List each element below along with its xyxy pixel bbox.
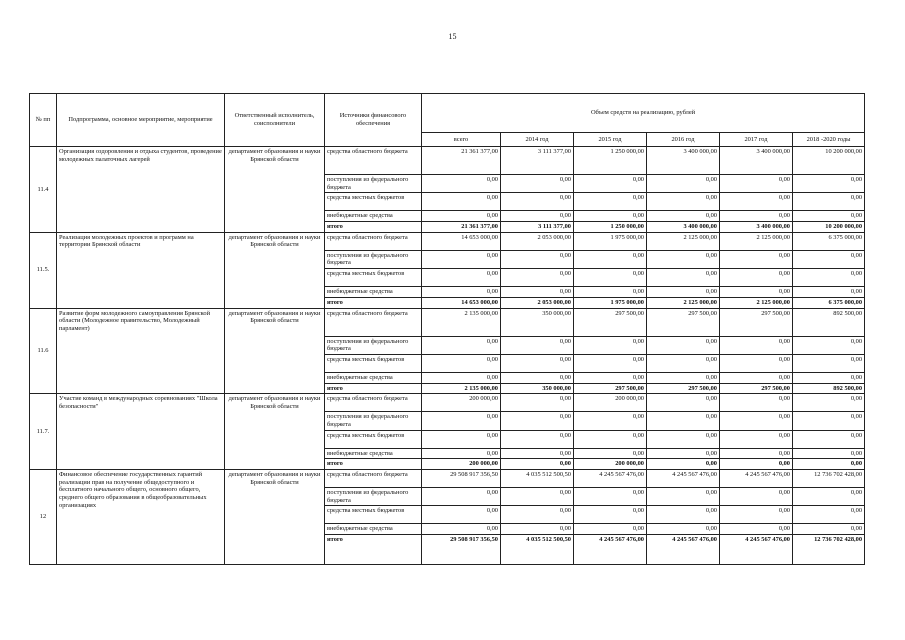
- amount-cell: 0,00: [422, 211, 501, 222]
- amount-cell: 0,00: [793, 448, 865, 459]
- amount-cell: 0,00: [720, 193, 793, 211]
- amount-cell: 1 250 000,00: [574, 222, 647, 233]
- header-year: всего: [422, 133, 501, 147]
- funding-source: внебюджетные средства: [325, 287, 422, 298]
- amount-cell: 0,00: [647, 412, 720, 430]
- amount-cell: 0,00: [793, 394, 865, 412]
- amount-cell: 0,00: [422, 412, 501, 430]
- amount-cell: 0,00: [720, 448, 793, 459]
- amount-cell: 0,00: [647, 175, 720, 193]
- header-sources: Источники финансового обеспечения: [325, 94, 422, 147]
- amount-cell: 2 125 000,00: [720, 232, 793, 250]
- amount-cell: 0,00: [647, 524, 720, 535]
- amount-cell: 0,00: [793, 250, 865, 268]
- funding-source: средства местных бюджетов: [325, 354, 422, 372]
- funding-source: средства местных бюджетов: [325, 430, 422, 448]
- amount-cell: 0,00: [720, 372, 793, 383]
- header-year: 2015 год: [574, 133, 647, 147]
- responsible-executor: департамент образования и науки Брянской области: [225, 470, 325, 565]
- header-year: 2018 -2020 годы: [793, 133, 865, 147]
- funding-source: средства областного бюджета: [325, 470, 422, 488]
- amount-cell: 3 111 377,00: [501, 222, 574, 233]
- amount-cell: 0,00: [720, 488, 793, 506]
- header-year: 2016 год: [647, 133, 720, 147]
- amount-cell: 200 000,00: [422, 459, 501, 470]
- amount-cell: 0,00: [574, 488, 647, 506]
- amount-cell: 0,00: [793, 430, 865, 448]
- amount-cell: 0,00: [501, 430, 574, 448]
- amount-cell: 1 975 000,00: [574, 297, 647, 308]
- amount-cell: 0,00: [422, 448, 501, 459]
- funding-source: поступления из федерального бюджета: [325, 336, 422, 354]
- header-name: Подпрограмма, основное мероприятие, мероприятие: [57, 94, 225, 147]
- amount-cell: 4 245 567 476,00: [574, 470, 647, 488]
- amount-cell: 6 375 000,00: [793, 297, 865, 308]
- header-year: 2014 год: [501, 133, 574, 147]
- amount-cell: 21 361 377,00: [422, 222, 501, 233]
- amount-cell: 0,00: [720, 175, 793, 193]
- funding-source: средства областного бюджета: [325, 232, 422, 250]
- amount-cell: 14 653 000,00: [422, 297, 501, 308]
- amount-cell: 0,00: [720, 354, 793, 372]
- amount-cell: 0,00: [647, 269, 720, 287]
- row-number: 11.6: [30, 308, 57, 394]
- amount-cell: 3 400 000,00: [720, 222, 793, 233]
- amount-cell: 0,00: [501, 354, 574, 372]
- amount-cell: 0,00: [501, 394, 574, 412]
- amount-cell: 0,00: [574, 287, 647, 298]
- amount-cell: 892 500,00: [793, 383, 865, 394]
- amount-cell: 3 111 377,00: [501, 147, 574, 175]
- funding-source: внебюджетные средства: [325, 372, 422, 383]
- amount-cell: 0,00: [793, 412, 865, 430]
- responsible-executor: департамент образования и науки Брянской области: [225, 147, 325, 233]
- amount-cell: 0,00: [647, 193, 720, 211]
- amount-cell: 0,00: [793, 269, 865, 287]
- funding-source: средства местных бюджетов: [325, 269, 422, 287]
- amount-cell: 0,00: [422, 336, 501, 354]
- amount-cell: 0,00: [647, 287, 720, 298]
- amount-cell: 0,00: [647, 372, 720, 383]
- activity-name: Развитие форм молодежного самоуправления Брянской области (Молодежное правительство, Молодежный парламент): [57, 308, 225, 394]
- amount-cell: 21 361 377,00: [422, 147, 501, 175]
- amount-cell: 0,00: [720, 524, 793, 535]
- amount-cell: 4 035 512 500,50: [501, 470, 574, 488]
- amount-cell: 10 200 000,00: [793, 147, 865, 175]
- financing-table: [29, 93, 865, 565]
- amount-cell: 0,00: [501, 250, 574, 268]
- header-responsible: Ответственный исполнитель, соисполнители: [225, 94, 325, 147]
- amount-cell: 0,00: [422, 354, 501, 372]
- amount-cell: 4 245 567 476,00: [647, 535, 720, 565]
- amount-cell: 0,00: [793, 354, 865, 372]
- funding-source: внебюджетные средства: [325, 448, 422, 459]
- amount-cell: 0,00: [720, 430, 793, 448]
- amount-cell: 0,00: [720, 412, 793, 430]
- activity-name: Участие команд в международных соревнованиях "Школа безопасности": [57, 394, 225, 470]
- table-body: [30, 147, 865, 565]
- funding-source: итого: [325, 297, 422, 308]
- funding-source: итого: [325, 222, 422, 233]
- page-number: 15: [448, 32, 457, 41]
- row-number: 12: [30, 470, 57, 565]
- amount-cell: 0,00: [793, 336, 865, 354]
- amount-cell: 297 500,00: [574, 308, 647, 336]
- amount-cell: 0,00: [574, 430, 647, 448]
- amount-cell: 0,00: [720, 459, 793, 470]
- amount-cell: 6 375 000,00: [793, 232, 865, 250]
- amount-cell: 0,00: [574, 175, 647, 193]
- amount-cell: 2 053 000,00: [501, 232, 574, 250]
- amount-cell: 4 245 567 476,00: [720, 535, 793, 565]
- amount-cell: 0,00: [793, 211, 865, 222]
- funding-source: средства местных бюджетов: [325, 193, 422, 211]
- amount-cell: 0,00: [647, 336, 720, 354]
- amount-cell: 0,00: [574, 211, 647, 222]
- amount-cell: 200 000,00: [574, 459, 647, 470]
- table-row: [30, 470, 865, 488]
- amount-cell: 29 508 917 356,50: [422, 470, 501, 488]
- amount-cell: 0,00: [501, 175, 574, 193]
- amount-cell: 0,00: [720, 506, 793, 524]
- amount-cell: 0,00: [793, 459, 865, 470]
- amount-cell: 0,00: [501, 269, 574, 287]
- amount-cell: 0,00: [501, 193, 574, 211]
- table-row: [30, 147, 865, 175]
- amount-cell: 0,00: [501, 287, 574, 298]
- funding-source: итого: [325, 535, 422, 565]
- row-number: 11.5.: [30, 232, 57, 308]
- amount-cell: 0,00: [501, 448, 574, 459]
- funding-source: поступления из федерального бюджета: [325, 250, 422, 268]
- amount-cell: 0,00: [647, 488, 720, 506]
- amount-cell: 12 736 702 428,00: [793, 470, 865, 488]
- table-row: [30, 232, 865, 250]
- amount-cell: 2 135 000,00: [422, 308, 501, 336]
- row-number: 11.7.: [30, 394, 57, 470]
- funding-source: поступления из федерального бюджета: [325, 488, 422, 506]
- activity-name: Реализация молодежных проектов и программ на территории Брянской области: [57, 232, 225, 308]
- amount-cell: 0,00: [422, 506, 501, 524]
- responsible-executor: департамент образования и науки Брянской области: [225, 394, 325, 470]
- amount-cell: 4 245 567 476,00: [574, 535, 647, 565]
- amount-cell: 4 245 567 476,00: [647, 470, 720, 488]
- amount-cell: 0,00: [720, 287, 793, 298]
- amount-cell: 2 125 000,00: [720, 297, 793, 308]
- responsible-executor: департамент образования и науки Брянской области: [225, 308, 325, 394]
- amount-cell: 0,00: [501, 211, 574, 222]
- amount-cell: 0,00: [501, 524, 574, 535]
- amount-cell: 0,00: [720, 394, 793, 412]
- amount-cell: 0,00: [647, 506, 720, 524]
- amount-cell: 0,00: [422, 250, 501, 268]
- amount-cell: 350 000,00: [501, 308, 574, 336]
- amount-cell: 0,00: [720, 336, 793, 354]
- amount-cell: 0,00: [720, 211, 793, 222]
- table-row: [30, 308, 865, 336]
- amount-cell: 0,00: [574, 354, 647, 372]
- amount-cell: 0,00: [647, 211, 720, 222]
- amount-cell: 0,00: [793, 488, 865, 506]
- amount-cell: 0,00: [422, 488, 501, 506]
- amount-cell: 29 508 917 356,50: [422, 535, 501, 565]
- amount-cell: 0,00: [422, 193, 501, 211]
- amount-cell: 10 200 000,00: [793, 222, 865, 233]
- funding-source: внебюджетные средства: [325, 524, 422, 535]
- amount-cell: 297 500,00: [720, 383, 793, 394]
- amount-cell: 0,00: [647, 250, 720, 268]
- responsible-executor: департамент образования и науки Брянской области: [225, 232, 325, 308]
- amount-cell: 0,00: [647, 354, 720, 372]
- header-num: № пп: [30, 94, 57, 147]
- amount-cell: 0,00: [501, 372, 574, 383]
- amount-cell: 14 653 000,00: [422, 232, 501, 250]
- amount-cell: 2 125 000,00: [647, 297, 720, 308]
- amount-cell: 3 400 000,00: [720, 147, 793, 175]
- activity-name: Финансовое обеспечение государственных гарантий реализации прав на получение общедоступного и бесплатного начального общего, основного общего, среднего общего образования в общеобразовательных организациях: [57, 470, 225, 565]
- funding-source: средства местных бюджетов: [325, 506, 422, 524]
- amount-cell: 2 053 000,00: [501, 297, 574, 308]
- amount-cell: 0,00: [422, 430, 501, 448]
- amount-cell: 0,00: [647, 394, 720, 412]
- funding-source: поступления из федерального бюджета: [325, 175, 422, 193]
- row-number: 11.4: [30, 147, 57, 233]
- amount-cell: 0,00: [501, 336, 574, 354]
- amount-cell: 892 500,00: [793, 308, 865, 336]
- funding-source: итого: [325, 459, 422, 470]
- amount-cell: 0,00: [720, 250, 793, 268]
- amount-cell: 0,00: [720, 269, 793, 287]
- amount-cell: 0,00: [574, 448, 647, 459]
- amount-cell: 0,00: [793, 287, 865, 298]
- amount-cell: 0,00: [422, 372, 501, 383]
- table-row: [30, 394, 865, 412]
- header-year: 2017 год: [720, 133, 793, 147]
- amount-cell: 0,00: [501, 459, 574, 470]
- amount-cell: 0,00: [574, 506, 647, 524]
- funding-source: средства областного бюджета: [325, 394, 422, 412]
- amount-cell: 0,00: [647, 459, 720, 470]
- amount-cell: 297 500,00: [720, 308, 793, 336]
- amount-cell: 0,00: [793, 175, 865, 193]
- amount-cell: 0,00: [647, 448, 720, 459]
- activity-name: Организация оздоровления и отдыха студентов, проведение молодежных палаточных лагерей: [57, 147, 225, 233]
- amount-cell: 0,00: [574, 524, 647, 535]
- amount-cell: 0,00: [793, 524, 865, 535]
- amount-cell: 297 500,00: [647, 383, 720, 394]
- amount-cell: 2 135 000,00: [422, 383, 501, 394]
- amount-cell: 0,00: [574, 412, 647, 430]
- amount-cell: 0,00: [422, 287, 501, 298]
- amount-cell: 350 000,00: [501, 383, 574, 394]
- amount-cell: 1 250 000,00: [574, 147, 647, 175]
- amount-cell: 297 500,00: [574, 383, 647, 394]
- amount-cell: 0,00: [574, 250, 647, 268]
- amount-cell: 0,00: [501, 488, 574, 506]
- amount-cell: 0,00: [422, 175, 501, 193]
- amount-cell: 200 000,00: [574, 394, 647, 412]
- amount-cell: 0,00: [574, 336, 647, 354]
- amount-cell: 0,00: [793, 193, 865, 211]
- amount-cell: 297 500,00: [647, 308, 720, 336]
- amount-cell: 0,00: [422, 269, 501, 287]
- amount-cell: 2 125 000,00: [647, 232, 720, 250]
- amount-cell: 200 000,00: [422, 394, 501, 412]
- funding-source: внебюджетные средства: [325, 211, 422, 222]
- amount-cell: 1 975 000,00: [574, 232, 647, 250]
- amount-cell: 0,00: [574, 269, 647, 287]
- amount-cell: 12 736 702 428,00: [793, 535, 865, 565]
- header-amount: Объем средств на реализацию, рублей: [422, 94, 865, 133]
- amount-cell: 0,00: [422, 524, 501, 535]
- amount-cell: 3 400 000,00: [647, 147, 720, 175]
- funding-source: средства областного бюджета: [325, 308, 422, 336]
- amount-cell: 4 035 512 500,50: [501, 535, 574, 565]
- amount-cell: 3 400 000,00: [647, 222, 720, 233]
- funding-source: итого: [325, 383, 422, 394]
- funding-source: средства областного бюджета: [325, 147, 422, 175]
- amount-cell: 0,00: [574, 372, 647, 383]
- funding-source: поступления из федерального бюджета: [325, 412, 422, 430]
- amount-cell: 0,00: [793, 372, 865, 383]
- amount-cell: 0,00: [574, 193, 647, 211]
- amount-cell: 4 245 567 476,00: [720, 470, 793, 488]
- amount-cell: 0,00: [793, 506, 865, 524]
- amount-cell: 0,00: [501, 506, 574, 524]
- amount-cell: 0,00: [501, 412, 574, 430]
- amount-cell: 0,00: [647, 430, 720, 448]
